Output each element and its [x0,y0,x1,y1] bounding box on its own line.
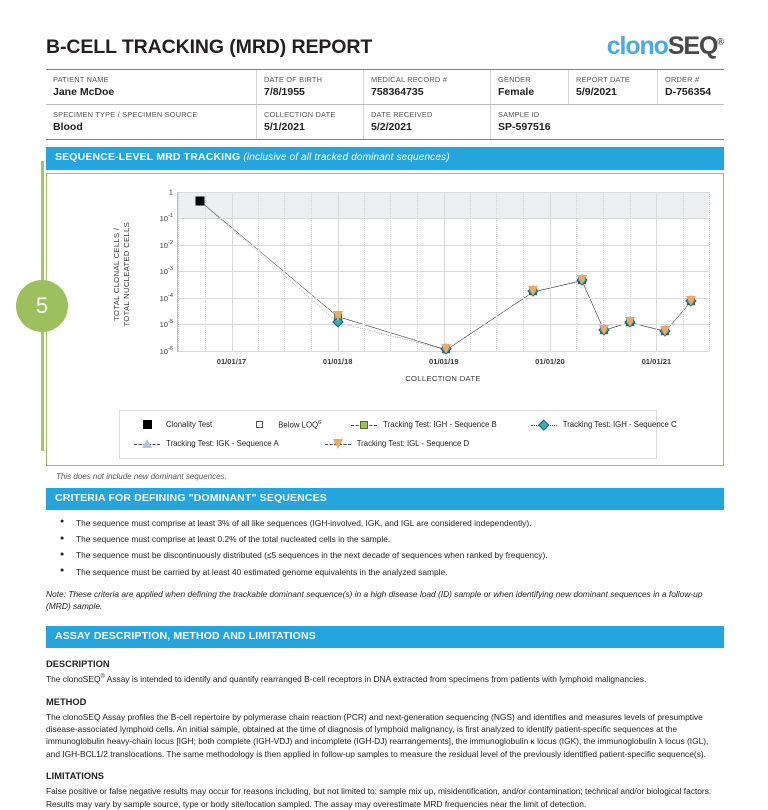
method-text: The clonoSEQ Assay profiles the B-cell repertoire by polymerase chain reaction (PCR) and next-generation sequencing (NGS) and identifies and measures levels of presumptive disease-associated lymphoid cells. An initial sample, obtained at the time of diagnosis of lymphoid malignancy, is first analyzed to identify patient-specific sequences at the immunoglobulin heavy-chain locus [IGH; both complete (IGH-VDJ) and incomplete (IGH-DJ) rearrangements], the immunoglobulin κ locus (IGK), the immunoglobulin λ locus (IGL), and IGH-BCL1/2 translocations. The same methodology is then applied in follow-up samples to measure the residual level of the previously identified patient-specific sequence(s). [46,711,709,759]
gridline-vertical [444,192,445,351]
diamond-icon [531,419,557,431]
logo-registered-mark: ® [717,36,724,47]
legend-superscript: 6 [318,419,322,426]
triangle-down-icon [325,438,351,450]
field-label: COLLECTION DATE [264,110,336,119]
criteria-note: Note: These criteria are applied when defining the trackable dominant sequence(s) in a high disease load (ID) sample or when identifying new dominant sequences in a follow-up (MRD) sample. [46,588,703,612]
chart-plot-region [159,187,709,366]
section-header-criteria [46,488,724,510]
description-text [46,673,724,685]
description-text-post: Assay is intended to identify and quantify rearranged B-cell receptors in DNA extracted from specimens from patients with lymphoid malignancies. [104,674,647,685]
criteria-body [46,518,724,613]
field-value: 5/1/2021 [264,121,305,133]
data-point-marker [333,311,343,321]
legend-item-igh-sequence-c [531,419,677,431]
mrd-tracking-chart-panel [46,173,724,466]
field-label: SAMPLE ID [498,110,540,119]
x-axis-tick-label: 01/01/18 [322,356,353,366]
list-item: ● The sequence must comprise at least 3% of all like sequences (IGH-involved, IGK, and IGL are considered independently). [46,518,724,529]
field-label: REPORT DATE [576,75,630,84]
y-axis-title: TOTAL CLONAL CELLS / TOTAL NUCLEATED CELLS [111,221,131,327]
section-subtitle: (inclusive of all tracked dominant sequences) [243,152,450,163]
logo-clono-text: clono [606,32,668,60]
list-item: ● The sequence must comprise at least 0.2% of the total nucleated cells in the sample. [46,534,724,545]
x-axis-tick-label: 01/01/19 [429,356,459,366]
gridline-vertical-minor [364,192,365,351]
field-specimen-type [46,105,256,139]
gridline-vertical-minor [576,192,577,351]
gridline-vertical-minor [683,192,684,351]
field-medical-record-number [363,70,490,104]
table-row [46,70,724,105]
section-title: CRITERIA FOR DEFINING "DOMINANT" SEQUENCES [55,491,327,504]
field-collection-date [256,105,363,139]
x-axis-tick-label: 01/01/17 [216,356,247,366]
data-point-marker [599,325,609,335]
legend-label: Tracking Test: IGH - Sequence B [383,420,497,429]
gridline-vertical-minor [311,192,312,351]
series-line [200,201,691,350]
legend-row [134,438,646,450]
legend-label: Below LOQ [278,420,319,430]
section-title: ASSAY DESCRIPTION, METHOD AND LIMITATIONS [55,630,316,643]
legend-row [134,419,677,431]
x-axis-tick-label: 01/01/20 [535,356,565,366]
chart-area [55,182,715,404]
gridline-vertical [232,192,233,351]
field-value: SP-597516 [498,121,551,133]
data-point-marker [441,344,451,354]
legend-item-below-loq [246,419,321,431]
field-value: 7/8/1955 [264,86,305,98]
description-heading: DESCRIPTION [46,659,110,670]
legend-item-igl-sequence-d [325,438,469,450]
field-report-date [568,70,657,104]
section-title: SEQUENCE-LEVEL MRD TRACKING [55,151,241,163]
field-value: Blood [53,121,83,133]
filled-square-icon [134,419,160,431]
data-point-marker [528,286,538,296]
clonoseq-logo [607,34,724,59]
y-axis-tick-label: $10^{-6}$ [159,345,173,356]
gridline-vertical-minor [417,192,418,351]
y-axis-tick-label: $10^{-3}$ [159,266,173,276]
data-point-marker [660,326,670,336]
assay-body [46,659,724,810]
series-line [200,201,691,350]
series-line [200,201,691,350]
gridline-vertical-minor [709,192,710,351]
field-value: 5/9/2021 [576,86,617,98]
gridline-vertical-minor [258,192,259,351]
field-value: 758364735 [371,86,424,98]
criteria-list [46,518,724,578]
section-header-mrd-tracking [46,147,724,170]
description-text-pre: The clonoSEQ [46,674,101,685]
y-axis-tick-label: $10^{-2}$ [159,239,173,250]
data-point-marker [196,196,205,205]
gridline-vertical-minor [178,192,179,351]
legend-item-clonality-test [134,419,212,431]
gridline-vertical-minor [205,192,206,351]
gridline-vertical [550,192,551,351]
patient-info-table [46,69,724,140]
field-label: ORDER # [665,75,700,84]
legend-label: Tracking Test: IGK - Sequence A [166,439,279,448]
data-point-marker [625,317,635,327]
field-label: MEDICAL RECORD # [371,75,448,84]
legend-label: Clonality Test [166,420,213,429]
method-heading: METHOD [46,696,87,707]
field-value: 5/2/2021 [371,121,412,133]
gridline-vertical [656,192,657,351]
page-title: B-CELL TRACKING (MRD) REPORT [46,36,373,58]
legend-label: Tracking Test: IGH - Sequence C [562,420,677,429]
legend-item-igk-sequence-a [134,438,279,450]
logo-seq-text: SEQ [667,32,718,60]
gridline-vertical-minor [470,192,471,351]
limitations-text: False positive or false negative results may occur for reasons including, but not limited to: sample mix up, misidentification, and/or contamination; technical and/or biological factors. Results may vary by sample source, type or body site/location sampled. The assay may overestimate MRD frequencies near the limit of detection. [46,786,712,809]
y-axis-tick-label: 1 [168,187,173,196]
legend-label: Tracking Test: IGL - Sequence D [356,439,470,448]
field-label: SPECIMEN TYPE / SPECIMEN SOURCE [53,110,198,119]
gridline-vertical-minor [390,192,391,351]
callout-number-badge: 5 [16,280,68,332]
y-axis-tick-label: $10^{-4}$ [159,292,173,303]
field-value: Female [498,86,535,98]
legend-item-igh-sequence-b [351,419,497,431]
gridline-vertical-minor [284,192,285,351]
chart-legend [119,410,677,459]
x-axis-tick-label: 01/01/21 [641,356,672,366]
field-gender [490,70,568,104]
data-point-marker [577,275,587,285]
y-axis-tick-label: $10^{-5}$ [159,319,173,329]
green-square-icon [351,419,377,431]
registered-mark: ® [100,674,105,681]
field-label: GENDER [498,75,531,84]
gridline-vertical-minor [523,192,524,351]
chart-footnote: This does not include new dominant sequences. [56,471,227,481]
open-square-icon [246,419,272,431]
triangle-up-icon [134,438,160,450]
series-line [200,201,691,350]
section-header-assay [46,626,724,648]
field-order-number [657,70,725,104]
field-label: DATE RECEIVED [371,110,433,119]
gridline-vertical-minor [496,192,497,351]
y-axis-tick-label: $10^{-1}$ [159,213,173,223]
field-sample-id [490,105,725,139]
list-item: ● The sequence must be discontinuously distributed (≤5 sequences in the next decade of sequences when ranked by frequency). [46,550,724,561]
list-item: ● The sequence must be carried by at least 40 estimated genome equivalents in the analyzed sample. [46,567,724,578]
field-label: PATIENT NAME [53,75,109,84]
limitations-heading: LIMITATIONS [46,771,105,782]
field-date-received [363,105,490,139]
field-date-of-birth [256,70,363,104]
field-value: D-756354 [665,86,712,98]
field-value: Jane McDoe [53,86,115,98]
x-axis-title: COLLECTION DATE [405,373,481,383]
data-point-marker [686,296,696,306]
field-patient-name [46,70,256,104]
report-header [0,0,768,69]
field-label: DATE OF BIRTH [264,75,323,84]
table-row [46,105,724,139]
